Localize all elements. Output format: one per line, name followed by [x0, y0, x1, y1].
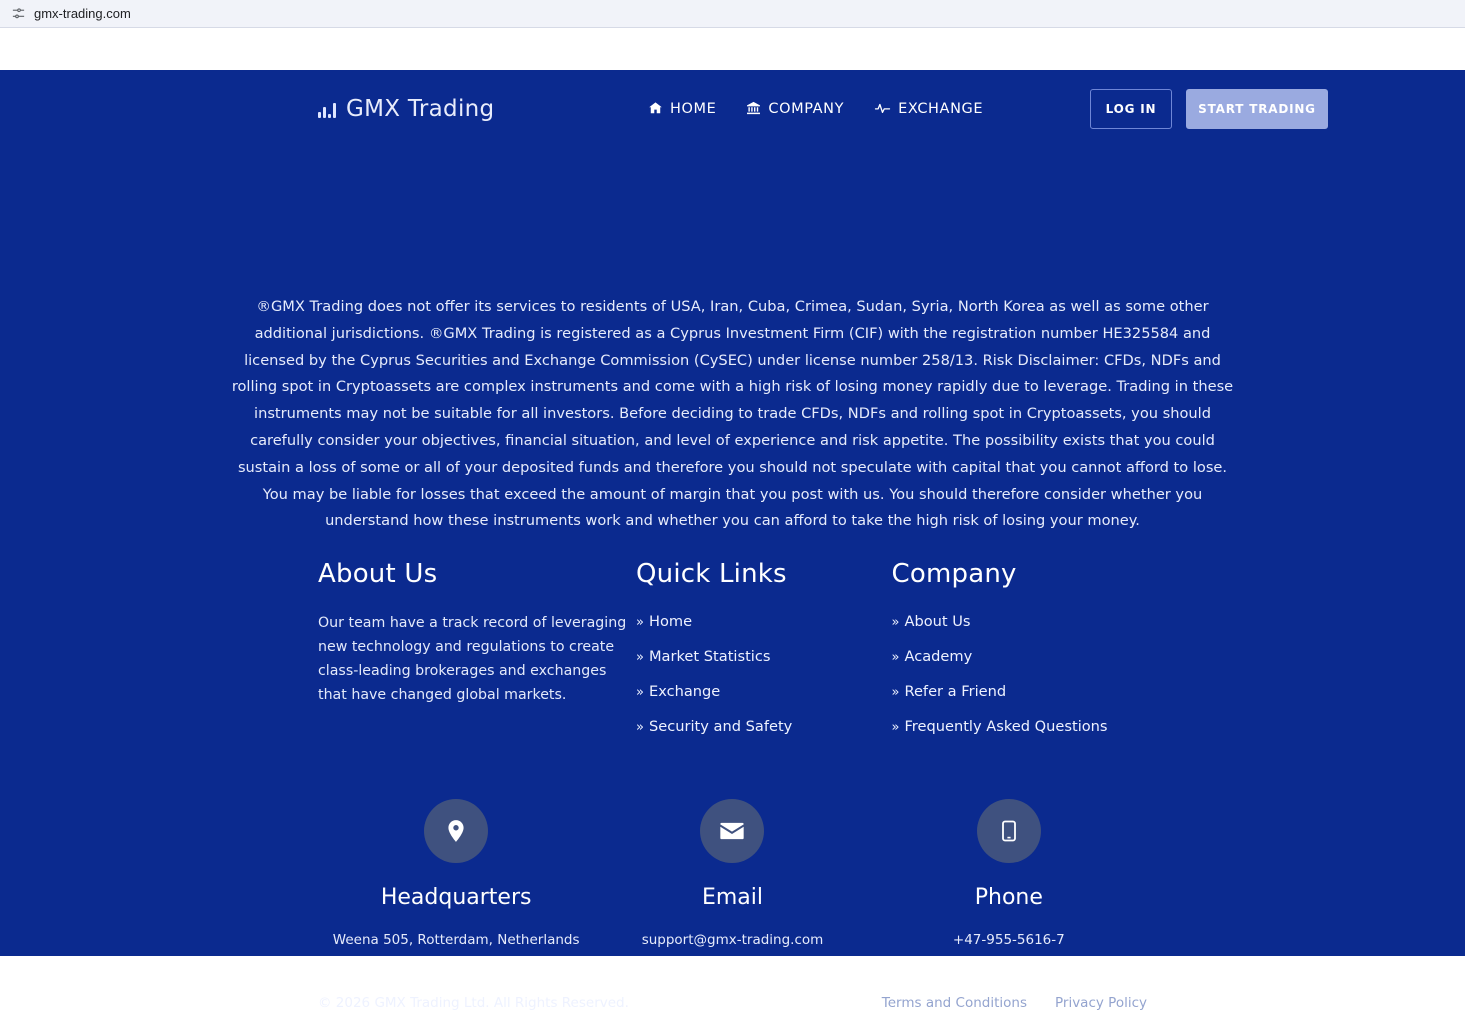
company-link-faq[interactable]: Frequently Asked Questions [904, 718, 1108, 736]
list-item[interactable] [636, 611, 892, 630]
nav-item-home[interactable] [648, 101, 716, 118]
legal-links [882, 995, 1147, 1011]
company-links-list [892, 611, 1148, 735]
contact-headquarters [318, 799, 594, 948]
contact-headquarters-title: Headquarters [380, 885, 532, 911]
contact-email [594, 799, 870, 948]
contact-phone-value: +47-955-5616-7 [952, 932, 1065, 949]
nav-item-company-label: COMPANY [768, 101, 845, 117]
map-pin-icon [424, 799, 488, 863]
logo-bars-icon [318, 100, 336, 118]
top-navigation [0, 70, 1465, 148]
footer-column-quick-links [636, 559, 892, 751]
nav-actions [1090, 89, 1328, 129]
start-trading-button[interactable]: START TRADING [1186, 89, 1328, 129]
quick-link-exchange[interactable]: Exchange [648, 683, 721, 701]
brand-logo[interactable] [318, 96, 618, 122]
chevron-right-icon: » [636, 650, 644, 666]
list-item[interactable] [892, 611, 1148, 630]
chevron-right-icon: » [891, 720, 900, 736]
legal-disclaimer-text: ®GMX Trading does not offer its services to residents of USA, Iran, Cuba, Crimea, Sudan, Syria, North Korea as well as some other additional jurisdictions. ®GMX Trading is registered as a Cyprus Investment Firm (CIF) with the registration number HE325584 and licensed by the Cyprus Securities and Exchange Commission (CySEC) under license number 258/13. Risk Disclaimer: CFDs, NDFs and rolling spot in Cryptoassets are complex instruments and come with a high risk of losing money rapidly due to leverage. Trading in these instruments may not be suitable for all investors. Before deciding to trade CFDs, NDFs and rolling spot in Cryptoassets, you should carefully consider your objectives, financial situation, and level of experience and risk appetite. The possibility exists that you could sustain a loss of some or all of your deposited funds and therefore you should not speculate with capital that you cannot afford to lose. You may be liable for losses that exceed the amount of margin that you post with us. You should therefore consider whether you understand how these instruments work and whether you can afford to take the high risk of losing your money. [231, 298, 1234, 530]
quick-link-market-statistics[interactable]: Market Statistics [648, 648, 771, 666]
nav-item-exchange[interactable] [874, 101, 983, 118]
nav-links [648, 101, 983, 118]
contact-email-value: support@gmx-trading.com [641, 932, 824, 949]
chevron-right-icon: » [891, 650, 900, 666]
chevron-right-icon: » [636, 720, 644, 736]
list-item[interactable] [892, 716, 1148, 735]
chart-line-icon [874, 101, 891, 118]
chevron-right-icon: » [636, 615, 644, 631]
list-item[interactable] [892, 646, 1148, 665]
nav-item-company[interactable] [746, 101, 844, 118]
about-heading: About Us [318, 559, 438, 590]
site-footer-page [0, 70, 1465, 1011]
list-item[interactable] [636, 646, 892, 665]
quick-link-home[interactable]: Home [648, 613, 693, 631]
company-link-academy[interactable]: Academy [904, 648, 973, 666]
about-text: Our team have a track record of leveraging new technology and regulations to create class-leading brokerages and exchanges that have changed global markets. [318, 615, 627, 704]
list-item[interactable] [892, 681, 1148, 700]
footer-column-about [318, 559, 636, 751]
list-item[interactable] [636, 716, 892, 735]
chevron-right-icon: » [891, 685, 900, 701]
bank-icon [746, 101, 761, 118]
contact-phone-title: Phone [974, 885, 1043, 911]
contact-email-title: Email [701, 885, 764, 911]
login-button[interactable]: LOG IN [1090, 89, 1172, 129]
quick-links-heading: Quick Links [636, 559, 787, 590]
home-icon [648, 101, 663, 118]
footer-bottom-bar [0, 995, 1465, 1011]
terms-and-conditions-link[interactable]: Terms and Conditions [881, 995, 1027, 1011]
company-link-about-us[interactable]: About Us [904, 613, 971, 631]
quick-links-list [636, 611, 892, 735]
page-top-whitespace [0, 28, 1465, 70]
quick-link-security-and-safety[interactable]: Security and Safety [648, 718, 793, 736]
list-item[interactable] [636, 681, 892, 700]
company-link-refer-a-friend[interactable]: Refer a Friend [904, 683, 1007, 701]
url-text[interactable]: gmx-trading.com [34, 6, 131, 21]
contact-headquarters-value: Weena 505, Rotterdam, Netherlands [332, 932, 580, 949]
contact-blocks [0, 799, 1465, 948]
copyright-text: © 2026 GMX Trading Ltd. All Rights Reserved. [318, 995, 629, 1011]
company-heading: Company [891, 559, 1017, 590]
mobile-phone-icon [977, 799, 1041, 863]
logo-text: GMX Trading [346, 96, 495, 122]
nav-item-exchange-label: EXCHANGE [898, 101, 984, 117]
privacy-policy-link[interactable]: Privacy Policy [1054, 995, 1147, 1011]
footer-columns [0, 535, 1465, 751]
envelope-icon [700, 799, 764, 863]
nav-item-home-label: HOME [670, 101, 717, 117]
chevron-right-icon: » [891, 615, 900, 631]
contact-phone [871, 799, 1147, 948]
chevron-right-icon: » [636, 685, 644, 701]
browser-address-bar[interactable] [0, 0, 1465, 28]
footer-column-company [892, 559, 1148, 751]
site-settings-icon[interactable] [10, 6, 26, 22]
